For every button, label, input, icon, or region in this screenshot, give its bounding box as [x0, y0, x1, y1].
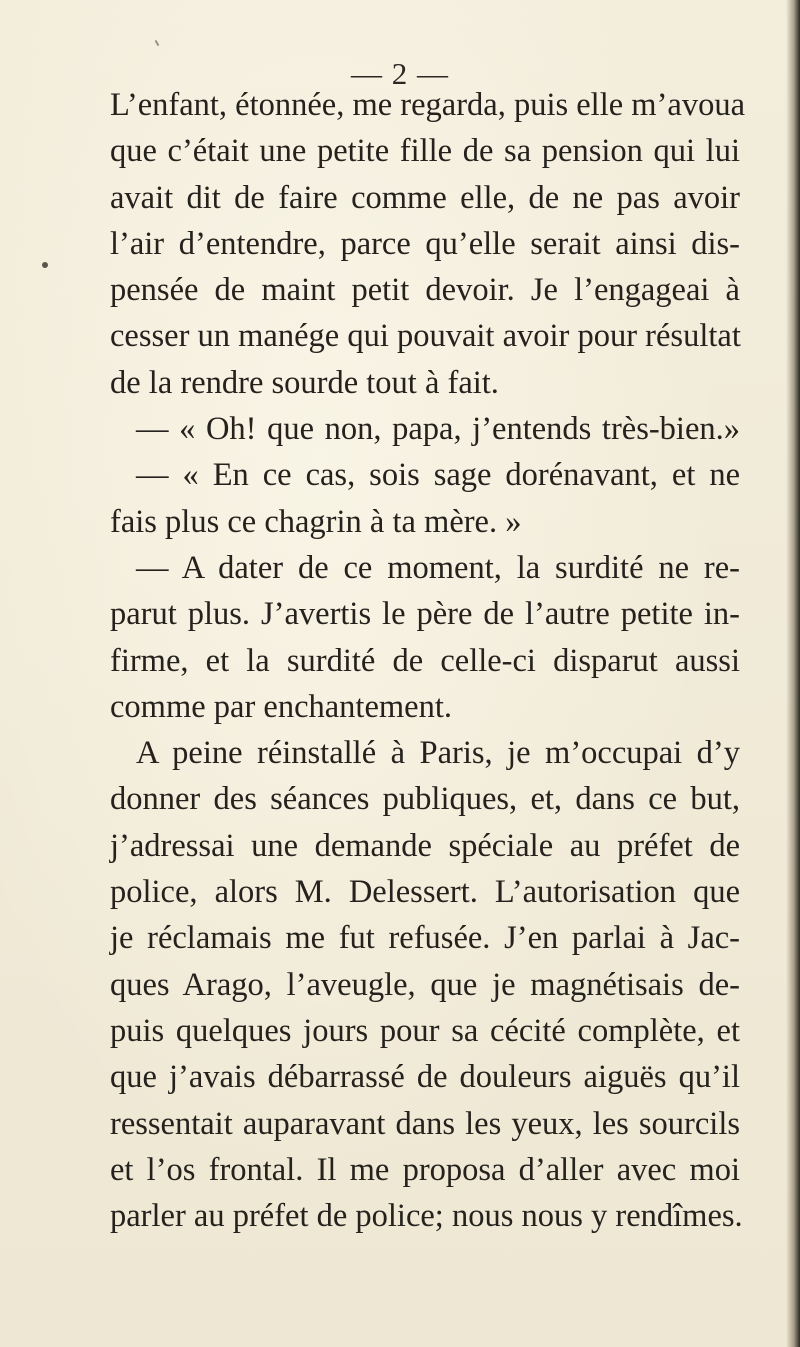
text-line: — A dater de ce moment, la surdité ne re-	[136, 549, 740, 586]
text-line: ressentait auparavant dans les yeux, les sourcils	[110, 1105, 740, 1142]
text-line: pensée de maint petit devoir. Je l’engageai à	[110, 272, 740, 309]
text-line: j’adressai une demande spéciale au préfet de	[110, 827, 740, 864]
text-line: firme, et la surdité de celle-ci disparut aussi	[110, 642, 740, 679]
margin-dot	[42, 262, 48, 268]
text-line: puis quelques jours pour sa cécité complète, et	[110, 1012, 740, 1049]
body-text	[110, 82, 745, 1239]
page-number: — 2 —	[351, 56, 449, 91]
page-edge-shadow	[786, 0, 800, 1347]
text-line: avait dit de faire comme elle, de ne pas avoir	[110, 179, 740, 216]
paper-mark	[155, 40, 160, 46]
text-line: police, alors M. Delessert. L’autorisation que	[110, 874, 740, 911]
text-line: que c’était une petite fille de sa pension qui lui	[110, 133, 740, 170]
text-line: de la rendre sourde tout à fait.	[110, 364, 499, 401]
text-line: et l’os frontal. Il me proposa d’aller avec moi	[110, 1151, 740, 1188]
text-line: comme par enchantement.	[110, 688, 452, 725]
text-line: parut plus. J’avertis le père de l’autre petite in-	[110, 596, 740, 633]
text-line: L’enfant, étonnée, me regarda, puis elle m’avoua	[110, 87, 745, 123]
text-line: ques Arago, l’aveugle, que je magnétisais de-	[110, 966, 740, 1003]
text-line: que j’avais débarrassé de douleurs aiguës qu’il	[110, 1059, 740, 1096]
text-line: je réclamais me fut refusée. J’en parlai à Jac-	[110, 920, 740, 957]
text-line: cesser un manége qui pouvait avoir pour résultat	[110, 318, 741, 355]
text-line: — « Oh! que non, papa, j’entends très-bien.»	[136, 411, 740, 448]
text-line: A peine réinstallé à Paris, je m’occupai d’y	[136, 735, 740, 772]
text-line: donner des séances publiques, et, dans ce but,	[110, 781, 740, 818]
text-line: l’air d’entendre, parce qu’elle serait ainsi dis-	[110, 225, 740, 262]
text-line: fais plus ce chagrin à ta mère. »	[110, 503, 522, 540]
text-line: parler au préfet de police; nous nous y rendîmes.	[110, 1198, 743, 1235]
text-line: — « En ce cas, sois sage dorénavant, et ne	[136, 457, 740, 494]
